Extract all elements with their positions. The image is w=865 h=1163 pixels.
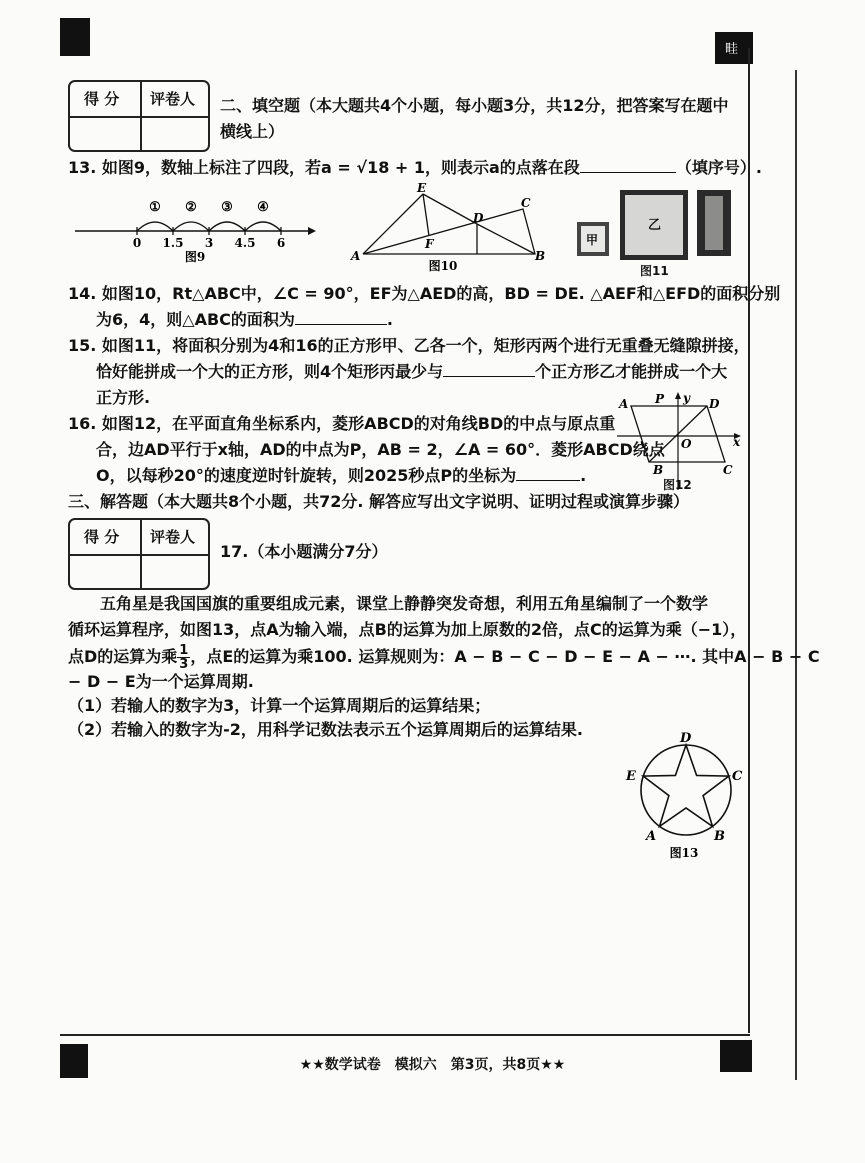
figure-caption: 图9 [184,250,206,264]
figure-9-number-line [70,195,320,265]
square-label: 乙 [648,218,662,233]
point-label: A [619,397,629,411]
question-17-title: 17.（本小题满分7分） [220,542,388,561]
question-13 [68,156,762,180]
question-16: 16. 如图12，在平面直角坐标系内，菱形ABCD的对角线BD的中点与原点重 [68,414,616,433]
tick-label: 1.5 [162,236,184,250]
page-frame-right [748,48,750,1033]
question-14: 14. 如图10，Rt△ABC中，∠C = 90°，EF为△AED的高，BD = DE. △AEF和△EFD的面积分别 [68,284,781,303]
point-label: D [680,731,692,746]
corner-tag: 畦 [725,42,739,57]
axis-label: y [683,392,690,405]
page-edge [795,70,797,1080]
fraction-one-third: $\frac{1}{3}$ [179,643,189,672]
q17-score-box [68,518,210,590]
point-label: E [626,769,636,784]
tick-label: 6 [276,236,286,250]
figure-caption: 图12 [663,478,692,492]
question-16-end: O，以每秒20°的速度逆时针旋转，则2025秒点P的坐标为 . [96,466,587,485]
q17-paragraph: 五角星是我国国旗的重要组成元素，课堂上静静突发奇想，利用五角星编制了一个数学 [100,594,709,613]
point-label: C [521,196,531,210]
q13-suffix: （填序号）. [675,158,762,177]
figure-11-rectangle [697,190,731,256]
tick-label: 3 [204,236,214,250]
footer-rule [60,1034,750,1036]
square-label: 甲 [586,233,599,247]
segment-label: ② [185,200,197,215]
section2-score-box [68,80,210,152]
q17-subquestion-2: （2）若输入的数字为-2，用科学记数法表示五个运算周期后的运算结果. [68,720,583,739]
point-label: D [473,211,484,225]
tick-label: 0 [132,236,142,250]
point-label: C [723,463,733,477]
answer-blank[interactable] [443,362,535,377]
score-label: 得 分 [84,90,120,108]
figure-11-small-square [577,222,609,256]
q13-text: 13. 如图9，数轴上标注了四段，若a = √18 + 1，则表示a的点落在段 [68,158,580,177]
section2-title-cont: 横线上） [220,122,285,141]
section3-title: 三、解答题（本大题共8个小题，共72分. 解答应写出文字说明、证明过程或演算步骤） [68,492,690,511]
answer-blank[interactable] [580,158,676,173]
question-14-cont: 为6，4，则△ABC的面积为 . [96,310,393,329]
reviewer-label: 评卷人 [150,90,196,108]
point-label: F [425,237,434,251]
question-15: 15. 如图11，将面积分别为4和16的正方形甲、乙各一个，矩形丙两个进行无重叠无缝隙拼接， [68,336,750,355]
figure-caption: 图10 [428,259,458,272]
registration-mark-top-left [60,18,90,56]
question-15-cont: 恰好能拼成一个大的正方形，则4个矩形丙最少与 个正方形乙才能拼成一个大 [96,362,728,381]
point-label: B [714,829,725,844]
q17-paragraph: 循环运算程序，如图13，点A为输入端，点B的运算为加上原数的2倍，点C的运算为乘（−1）， [68,620,747,639]
point-label: C [732,769,743,784]
point-label: P [655,392,665,406]
page-footer: ★★数学试卷 模拟六 第3页，共8页★★ [299,1057,566,1073]
point-label: O [681,437,692,451]
q17-subquestion-1: （1）若输人的数字为3，计算一个运算周期后的运算结果； [68,696,491,715]
figure-11-large-square [620,190,688,260]
answer-blank[interactable] [516,466,580,481]
figure-10-triangle [345,180,550,272]
reviewer-label: 评卷人 [150,528,196,546]
segment-label: ④ [257,200,269,215]
point-label: A [351,249,361,263]
point-label: A [646,829,657,844]
figure-caption: 图11 [640,264,669,278]
point-label: D [709,397,720,411]
tick-label: 4.5 [234,236,256,250]
segment-label: ③ [221,200,233,215]
question-16-cont: 合，边AD平行于x轴，AD的中点为P，AB = 2，∠A = 60°．菱形ABCD绕点 [96,440,665,459]
point-label: E [417,181,427,195]
axis-label: x [733,435,741,449]
segment-label: ① [149,200,161,215]
answer-blank[interactable] [295,310,387,325]
section2-title: 二、填空题（本大题共4个小题，每小题3分，共12分，把答案写在题中 [220,96,729,115]
q17-paragraph: 点D的运算为乘 $\frac{1}{3}$ ，点E的运算为乘100. 运算规则为：A − B − C − D − E − A − ⋯. 其中A − B − C [68,643,820,672]
figure-13-star [622,730,752,862]
question-15-end: 正方形. [96,388,151,407]
figure-caption: 图13 [669,846,699,860]
point-label: B [653,463,664,477]
point-label: B [535,249,546,263]
q17-paragraph: − D − E为一个运算周期. [68,672,254,691]
score-label: 得 分 [84,528,120,546]
